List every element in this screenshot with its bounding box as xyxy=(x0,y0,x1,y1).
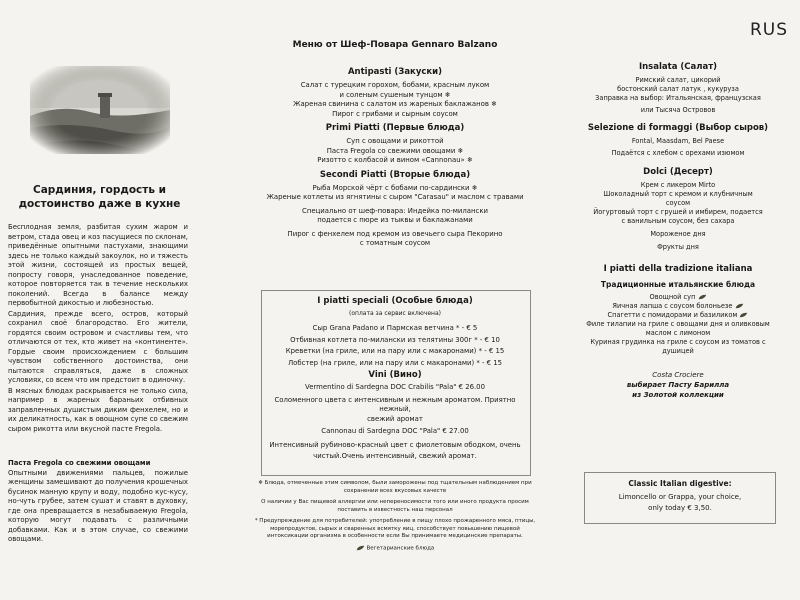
menu-item: маслом с лимоном xyxy=(645,329,711,337)
antipasti-heading: Antipasti (Закуски) xyxy=(347,67,443,77)
menu-item: бостонский салат латук , кукуруза xyxy=(617,85,739,93)
leaf-icon xyxy=(739,312,748,318)
menu-item: Жареная свинина с салатом из жареных баклажанов ❄ xyxy=(293,100,497,108)
costa-line: Costa Crociere xyxy=(652,371,704,379)
menu-item: Паста Fregola со свежими овощами ❄ xyxy=(326,146,464,155)
menu-item: Жареные котлеты из ягнятины с сыром "Carasau" и маслом с травами xyxy=(266,193,524,201)
digestive-line: only today € 3,50. xyxy=(648,504,712,512)
vini-heading: Vini (Вино) xyxy=(368,370,422,380)
menu-item: с ванильным соусом, без сахара xyxy=(621,217,735,225)
footnotes xyxy=(252,480,538,557)
dolci-heading: Dolci (Десерт) xyxy=(643,167,713,177)
menu-item xyxy=(562,293,794,302)
menu-item: подается с пюре из тыквы и баклажанами xyxy=(317,216,473,224)
digestive-heading: Classic Italian digestive: xyxy=(628,479,732,488)
left-title: Сардиния, гордость и достоинство даже в кухне xyxy=(18,184,181,210)
digestive-line: Limoncello or Grappa, your choice, xyxy=(618,493,742,501)
special-item: Лобстер (на гриле, или на пару или с макаронами) * - € 15 xyxy=(287,358,503,367)
menu-item: соусом xyxy=(665,199,691,207)
item-text: Овощной суп xyxy=(649,293,696,301)
primi-heading: Primi Piatti (Первые блюда) xyxy=(325,123,465,133)
leaf-icon xyxy=(735,303,744,309)
item-text: Спагетти с помидорами и базиликом xyxy=(607,311,738,319)
menu-item xyxy=(562,311,794,320)
menu-item: с томатным соусом xyxy=(359,239,431,247)
fregola-section xyxy=(8,459,188,545)
vegetarian-label: Вегетарианские блюда xyxy=(366,545,435,551)
costa-line: из Золотой коллекции xyxy=(632,391,724,399)
left-paragraph: Сардиния, прежде всего, остров, который сохранил своё благородство. Его жители, гордятся своим островом и счастливы тем, что отличаются от тех, кто живет на «континенте». Гордые своим происхождением с большим чувством собственного достоинства, они пытаются справляться, даже в сложных условиях, со всем что им предстоит в одиночку. xyxy=(8,309,188,384)
wine-item: Cannonau di Sardegna DOC "Pala" € 27.00 xyxy=(321,427,469,435)
tradizione-heading: I piatti della tradizione italiana xyxy=(603,264,753,274)
wine-desc: Соломенного цвета с интенсивным и нежным ароматом. Приятно нежный, xyxy=(274,395,516,413)
middle-column xyxy=(252,40,538,252)
left-paragraph: Бесплодная земля, разбитая сухим жаром и ветром, стада овец и коз пасущиеся по склонам, приведённые опытными пастухами, знающими здесь не только каждый закоулок, но и тяжесть этой жизни, состоящей из простых вещей, попросту говоря, унаследованное поведение, которое повторяется так в течение нескольких поколений. Всегда в балансе между первобытной дикостью и любезностью. xyxy=(8,223,188,307)
menu-item: Заправка на выбор: Итальянская, французская xyxy=(595,94,761,102)
menu-item: Подаётся с хлебом с орехами изюмом xyxy=(611,149,745,157)
specials-note: (оплата за сервис включена) xyxy=(349,310,441,317)
right-column xyxy=(562,62,794,400)
special-item: Креветки (на гриле, или на пару или с макаронами) * - € 15 xyxy=(285,347,505,355)
wine-item: Vermentino di Sardegna DOC Crabilis "Pala" € 26.00 xyxy=(305,383,485,391)
item-text: Яичная лапша с соусом болоньезе xyxy=(612,302,733,310)
menu-item: Ризотто с колбасой и вином «Cannonau» ❄ xyxy=(317,156,473,164)
menu-item: Пирог с грибами и сырным соусом xyxy=(332,109,458,118)
special-item: Отбивная котлета по-милански из телятины 300г * - € 10 xyxy=(290,335,500,344)
menu-item: Римский салат, цикорий xyxy=(635,76,721,84)
menu-item: Пирог с фенхелем под кремом из овечьего сыра Пекорино xyxy=(287,229,503,238)
costa-line: выбирает Пасту Барилла xyxy=(626,381,730,389)
antipasti-section xyxy=(252,67,538,119)
menu-title: Меню от Шеф-Повара Gennaro Balzano xyxy=(292,40,498,50)
fregola-title: Паста Fregola со свежими овощами xyxy=(8,459,151,467)
menu-item: Мороженое дня xyxy=(650,230,706,238)
costa-note xyxy=(562,370,794,400)
wine-desc: свежий аромат xyxy=(367,414,423,423)
menu-item: Fontal, Maasdam, Bel Paese xyxy=(631,137,725,145)
language-label: RUS xyxy=(749,20,788,40)
fregola-text: Опытными движениями пальцев, пожилые женщины замешивают до получения крошечных бусинок манную крупу и воду, подобно кус-кусу, но-чуть грубее, затем сушат и ставят в духовку, где она превращается в незабываемую Fregola, которую могут подавать с различными добавками. Как и в этом случае, со свежими овощами. xyxy=(8,468,188,543)
wine-desc: чистый.Очень интенсивный, свежий аромат. xyxy=(313,452,477,460)
left-text xyxy=(8,223,188,435)
menu-item: Крем с ликером Mirto xyxy=(640,181,716,189)
landscape-photo xyxy=(30,66,170,154)
leaf-icon xyxy=(356,545,365,551)
insalata-heading: Insalata (Салат) xyxy=(638,62,718,72)
menu-item: Шоколадный торт с кремом и клубничным xyxy=(603,190,753,198)
menu-item: Салат с турецким горохом, бобами, красным луком xyxy=(300,81,490,89)
secondi-section xyxy=(252,170,538,249)
primi-section xyxy=(252,123,538,166)
footnote-allergy: О наличии у Вас пищевой аллергии или непереносимости того или иного продукта просим поставить в известность наш персонал xyxy=(261,499,529,513)
wine-desc: Интенсивный рубиново-красный цвет с фиолетовым ободком, очень xyxy=(269,440,521,449)
secondi-heading: Secondi Piatti (Вторые блюда) xyxy=(319,169,471,180)
menu-item: Фрукты дня xyxy=(657,243,699,251)
leaf-icon xyxy=(698,294,707,300)
specials-content xyxy=(264,296,526,462)
menu-item: Суп с овощами и рикоттой xyxy=(346,137,444,145)
formaggi-heading: Selezione di formaggi (Выбор сыров) xyxy=(587,123,769,133)
menu-item: душицей xyxy=(662,347,694,355)
digestive-box xyxy=(584,472,776,524)
footnote-warning: * Предупреждение для потребителей: употребление в пищу плохо прожаренного мяса, птицы, морепродуктов, сырых и сваренных всмятку яиц, способствует повышению пищевой интоксикации организма в особенности если Вы принимаете медицинские препараты. xyxy=(254,518,536,539)
menu-item: или Тысяча Островов xyxy=(640,106,716,114)
menu-item: Специально от шеф-повара: Индейка по-милански xyxy=(302,206,488,215)
tradizione-subheading: Традиционные итальянские блюда xyxy=(600,280,756,289)
special-item: Сыр Grana Padano и Пармская ветчина * - € 5 xyxy=(312,324,478,332)
footnote-vegetarian xyxy=(252,545,538,553)
menu-item: Куриная грудинка на гриле с соусом из томатов с xyxy=(590,338,766,346)
left-paragraph: В мясных блюдах раскрывается не только сила, например в жареных бараньих отбивных заправленных душистым диким фенхелем, но и их деликатность, как в овощном супе со свежим сыром рикотта или вкусной пасте Fregola. xyxy=(8,386,188,433)
specials-heading: I piatti speciali (Особые блюда) xyxy=(317,296,473,306)
footnote-frozen: ❄ Блюда, отмеченные этим символом, были заморожены под тщательным наблюдением при сохранении всех вкусовых качеств xyxy=(258,480,532,494)
menu-item xyxy=(562,302,794,311)
menu-item: Рыба Морской чёрт с бобами по-сардински ❄ xyxy=(312,183,478,192)
menu-item: и соленым сушеным тунцом ❄ xyxy=(339,90,451,99)
menu-item: Йогуртовый торт с грушей и имбирем, подается xyxy=(593,208,763,216)
menu-item: Филе тилапии на гриле с овощами дня и оливковым xyxy=(586,320,770,328)
